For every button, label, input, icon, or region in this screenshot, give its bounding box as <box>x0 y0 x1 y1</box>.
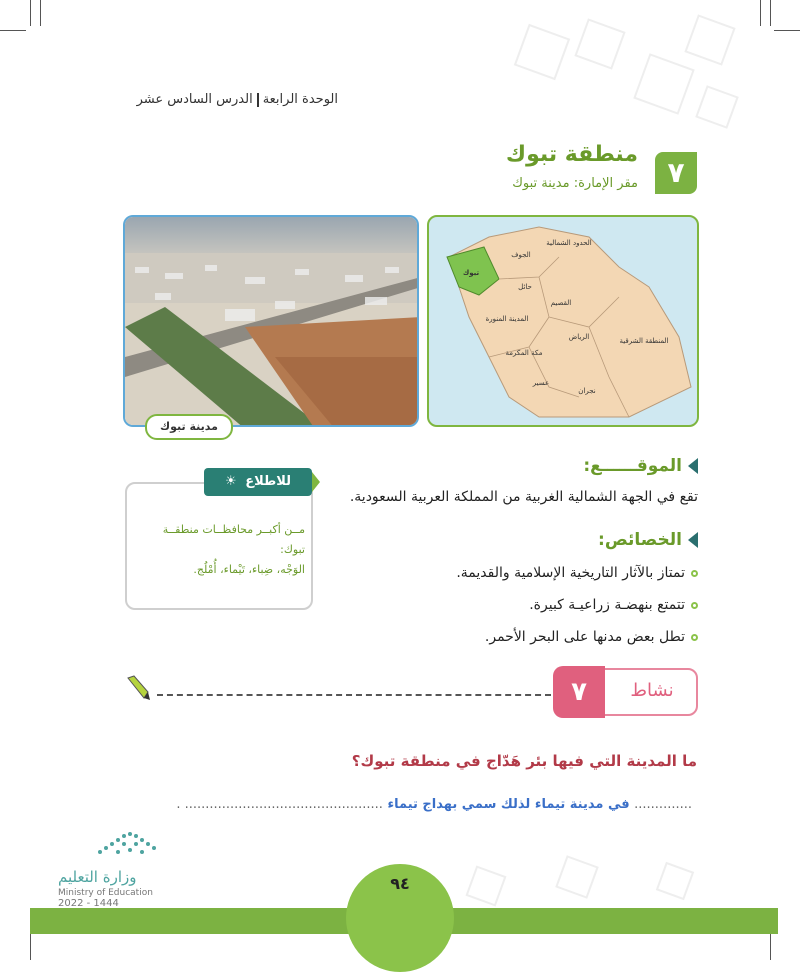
map-image <box>429 217 699 427</box>
lightbulb-icon: ☀ <box>225 474 237 489</box>
header-divider <box>257 93 259 107</box>
map-label-eastern: المنطقة الشرقية <box>619 337 669 345</box>
city-photo <box>123 215 419 427</box>
answer-dots: .............. <box>634 797 692 812</box>
bullet-icon <box>691 570 698 577</box>
info-line: الوَجْه، ضِباء، تَيْماء، أُمْلُج. <box>193 563 305 576</box>
features-heading <box>598 530 698 550</box>
info-text <box>135 520 305 580</box>
running-header <box>137 92 338 107</box>
saudi-regions-map <box>427 215 699 427</box>
feature-item <box>456 565 698 581</box>
location-heading-text: الموقــــــع: <box>583 456 682 476</box>
header-lesson: الدرس السادس عشر <box>136 92 253 107</box>
map-label-riyadh: الرياض <box>568 333 590 341</box>
info-tag <box>204 468 312 496</box>
map-label-najran: نجران <box>578 387 596 395</box>
map-label-tabuk: تبوك <box>462 269 480 277</box>
bullet-icon <box>691 602 698 609</box>
map-label-madinah: المدينة المنورة <box>485 315 529 323</box>
activity-answer: في مدينة تيماء لذلك سمي بهداج تيماء <box>387 797 630 812</box>
feature-text: تمتاز بالآثار التاريخية الإسلامية والقديمة. <box>456 565 685 581</box>
info-line: مــن أكبــر محافظــات منطقــة <box>162 523 305 536</box>
location-text: تقع في الجهة الشمالية الغربية من المملكة العربية السعودية. <box>349 489 698 505</box>
dashed-divider <box>157 694 551 696</box>
location-heading <box>583 456 698 476</box>
features-heading-text: الخصائص: <box>598 530 682 550</box>
lesson-subtitle: مقر الإمارة: مدينة تبوك <box>512 176 638 191</box>
ministry-year: 2022 - 1444 <box>58 898 119 909</box>
lesson-title: منطقة تبوك <box>505 142 638 167</box>
section-arrow-icon <box>688 532 698 548</box>
map-label-qassim: القصيم <box>550 299 572 307</box>
lesson-number-badge: ٧ <box>655 152 697 194</box>
info-line: تبوك: <box>280 543 305 556</box>
map-label-hail: حائل <box>518 283 532 291</box>
photo-caption: مدينة تبوك <box>145 414 233 440</box>
feature-text: تطل بعض مدنها على البحر الأحمر. <box>484 629 685 645</box>
pencil-icon <box>124 674 152 706</box>
answer-dots: ................................................ . <box>176 797 383 812</box>
activity-answer-line <box>176 797 692 812</box>
map-label-asir: عسير <box>532 379 550 387</box>
city-aerial-image <box>125 217 419 427</box>
map-label-jouf: الجوف <box>511 251 531 259</box>
feature-item <box>485 629 698 645</box>
activity-label: نشاط <box>630 680 674 701</box>
ministry-name-ar: وزارة التعليم <box>58 868 137 886</box>
header-unit: الوحدة الرابعة <box>262 92 338 107</box>
info-tag-label: للاطلاع <box>245 474 291 489</box>
bullet-icon <box>691 634 698 641</box>
ministry-name-en: Ministry of Education <box>58 888 153 898</box>
activity-number: ٧ <box>553 666 605 718</box>
ministry-logo-icon <box>96 830 160 864</box>
section-arrow-icon <box>688 458 698 474</box>
feature-text: تتمتع بنهضـة زراعيـة كبيرة. <box>529 597 685 613</box>
page-number: ٩٤ <box>390 874 410 893</box>
map-label-northern-borders: الحدود الشمالية <box>546 239 592 247</box>
activity-question: ما المدينة التي فيها بئر هَدّاج في منطقة تبوك؟ <box>351 752 697 770</box>
map-label-makkah: مكة المكرمة <box>505 349 543 357</box>
feature-item <box>529 597 698 613</box>
